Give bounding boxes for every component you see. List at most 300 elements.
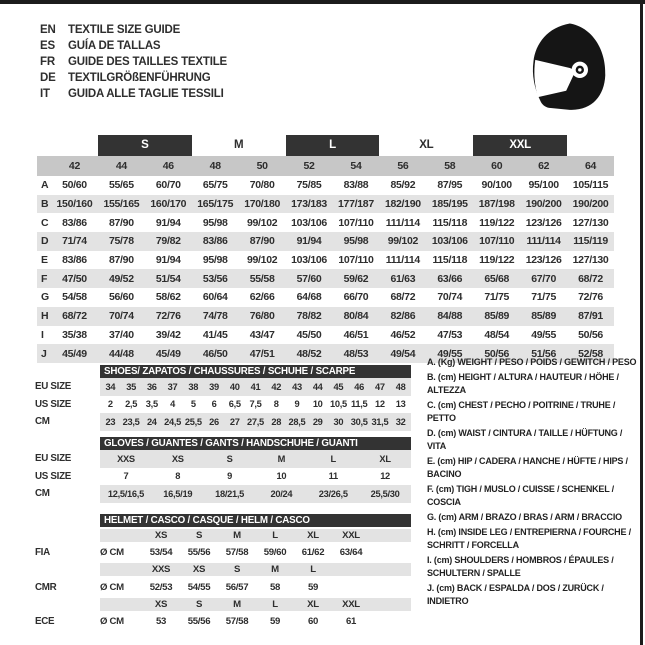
size-value: 78/82 bbox=[296, 310, 322, 323]
helmet-sizes bbox=[100, 563, 411, 576]
size-value: 18/21,5 bbox=[215, 488, 245, 499]
helmet-sizes bbox=[100, 529, 411, 542]
row-label: US SIZE bbox=[35, 398, 72, 410]
size-value: 48 bbox=[395, 381, 406, 392]
size-value: 65/75 bbox=[202, 179, 228, 192]
helmet-size-label: XL bbox=[307, 529, 319, 541]
size-value: 9 bbox=[294, 399, 300, 410]
size-value: 36 bbox=[146, 381, 157, 392]
size-value: 182/190 bbox=[384, 198, 421, 211]
size-value: 7 bbox=[123, 471, 129, 482]
size-value: 71/75 bbox=[484, 291, 510, 304]
size-value: 83/86 bbox=[62, 216, 87, 229]
language-name: GUIDA ALLE TAGLIE TESSILI bbox=[68, 88, 224, 100]
racing-helmet-icon bbox=[522, 18, 614, 118]
helmet-size-label: XS bbox=[192, 564, 206, 576]
row-label: CM bbox=[35, 416, 50, 428]
size-value: 123/126 bbox=[525, 254, 562, 267]
size-value: 52/58 bbox=[578, 347, 603, 360]
size-value: 103/106 bbox=[291, 254, 327, 267]
size-group-xl: XL bbox=[419, 139, 434, 151]
size-value: 103/106 bbox=[291, 216, 327, 229]
helmet-size-label: XS bbox=[154, 529, 168, 541]
size-value: 170/180 bbox=[244, 198, 281, 211]
size-value: 47 bbox=[375, 381, 385, 392]
size-value: 24,5 bbox=[164, 416, 181, 427]
size-value: 46/52 bbox=[390, 328, 416, 341]
language-name: TEXTILGRÖßENFÜHRUNG bbox=[68, 72, 211, 84]
size-value: 27,5 bbox=[247, 416, 264, 427]
language-name: GUIDE DES TAILLES TEXTILE bbox=[68, 56, 227, 68]
size-value: 41 bbox=[250, 381, 261, 392]
size-value: 87/90 bbox=[108, 254, 134, 267]
size-value: 31,5 bbox=[371, 416, 389, 427]
row-label: E bbox=[41, 254, 48, 267]
size-value: 29 bbox=[312, 416, 323, 427]
size-number-header-row bbox=[37, 156, 614, 176]
size-value: 64/68 bbox=[296, 291, 322, 304]
size-value: 23,5 bbox=[122, 416, 140, 427]
size-value: 83/86 bbox=[62, 254, 87, 267]
helmet-size-label: L bbox=[310, 564, 316, 576]
size-value: 45/49 bbox=[62, 347, 87, 360]
language-code: EN bbox=[40, 24, 56, 36]
helmet-size-label: M bbox=[233, 598, 241, 610]
size-value: 95/98 bbox=[202, 254, 228, 267]
size-column-header: 64 bbox=[584, 160, 597, 172]
language-legend bbox=[40, 22, 227, 102]
size-column-header: 44 bbox=[115, 160, 127, 172]
shoes-size-section bbox=[35, 365, 411, 431]
size-value: 39 bbox=[209, 381, 219, 392]
size-value: 45 bbox=[333, 381, 344, 392]
size-value: 165/175 bbox=[197, 198, 234, 211]
size-value: 46 bbox=[354, 381, 365, 392]
size-value: 115/118 bbox=[432, 254, 468, 267]
size-value: 50/56 bbox=[578, 328, 603, 341]
helmet-size-value: 52/53 bbox=[149, 581, 173, 593]
size-group-m: M bbox=[234, 139, 244, 151]
helmet-size-label: XL bbox=[307, 598, 319, 610]
size-value: 12 bbox=[380, 471, 390, 482]
size-value: 99/102 bbox=[246, 254, 278, 267]
row-label: J bbox=[41, 347, 47, 360]
size-value: 187/198 bbox=[478, 198, 515, 211]
size-value: 10,5 bbox=[329, 399, 347, 410]
measurement-row-e bbox=[37, 251, 614, 270]
size-value: 3,5 bbox=[145, 399, 158, 410]
helmet-standard-row-fia bbox=[35, 544, 411, 562]
helmet-size-header-row bbox=[35, 527, 411, 544]
size-value: 63/66 bbox=[437, 272, 463, 285]
size-value: 30 bbox=[333, 416, 344, 427]
row-label: EU SIZE bbox=[35, 381, 72, 393]
helmet-size-label: S bbox=[233, 564, 241, 576]
helmet-size-label: XS bbox=[154, 598, 168, 610]
helmet-size-label: M bbox=[233, 529, 241, 541]
row-label: G bbox=[41, 291, 49, 304]
size-value: 105/115 bbox=[572, 179, 609, 192]
size-value: 79/82 bbox=[155, 235, 181, 248]
size-value: 107/110 bbox=[479, 235, 515, 248]
size-value: 190/200 bbox=[525, 198, 562, 211]
size-value: 83/88 bbox=[343, 179, 369, 192]
size-value: 85/92 bbox=[390, 179, 416, 192]
size-value: 62/66 bbox=[249, 291, 275, 304]
size-row-us-size bbox=[35, 468, 411, 486]
size-value: 107/110 bbox=[338, 254, 374, 267]
size-value: 53/56 bbox=[202, 272, 228, 285]
legend-item: J. (cm) BACK / ESPALDA / DOS / ZURÜCK / INDIETRO bbox=[427, 582, 604, 606]
legend-item: E. (cm) HIP / CADERA / HANCHE / HÜFTE / HIPS / BACINO bbox=[427, 455, 628, 479]
size-value: 51/54 bbox=[155, 272, 181, 285]
measurement-row-i bbox=[37, 326, 614, 345]
size-value: 39/42 bbox=[155, 328, 181, 341]
helmet-size-value: 57/58 bbox=[225, 547, 249, 558]
size-value: M bbox=[277, 453, 286, 464]
size-value: 123/126 bbox=[525, 216, 562, 229]
size-value: XXS bbox=[117, 453, 135, 464]
size-column-header: 42 bbox=[68, 160, 80, 172]
size-column-header: 62 bbox=[538, 160, 550, 172]
legend-item: D. (cm) WAIST / CINTURA / TAILLE / HÜFTUNG / VITA bbox=[427, 427, 623, 451]
language-row bbox=[40, 54, 227, 70]
size-value: 2,5 bbox=[125, 399, 138, 410]
size-value: 45/50 bbox=[296, 328, 322, 341]
size-value: 91/94 bbox=[155, 254, 181, 267]
helmet-size-section bbox=[35, 514, 411, 631]
language-code: ES bbox=[40, 40, 55, 52]
size-value: 119/122 bbox=[479, 254, 515, 267]
helmet-size-value: 57/58 bbox=[225, 616, 249, 627]
size-value: 10 bbox=[312, 399, 323, 410]
row-values bbox=[100, 378, 411, 396]
size-value: 103/106 bbox=[431, 235, 468, 248]
size-column-header: 58 bbox=[444, 160, 456, 172]
size-value: 99/102 bbox=[387, 235, 419, 248]
size-value: 47/51 bbox=[249, 347, 275, 360]
size-value: 16,5/19 bbox=[163, 488, 193, 499]
row-label: I bbox=[41, 328, 44, 341]
size-row-cm bbox=[35, 413, 411, 431]
size-value: 87/90 bbox=[249, 235, 275, 248]
helmet-size-value: 56/57 bbox=[225, 581, 249, 593]
legend-item: G. (cm) ARM / BRAZO / BRAS / ARM / BRACCIO bbox=[427, 511, 622, 522]
size-value: XL bbox=[379, 453, 391, 464]
size-value: 160/170 bbox=[150, 198, 187, 211]
size-value: 75/78 bbox=[108, 235, 134, 248]
size-value: 60/70 bbox=[155, 179, 181, 192]
size-value: 74/78 bbox=[202, 310, 228, 323]
size-value: 30,5 bbox=[350, 416, 368, 427]
size-value: 107/110 bbox=[338, 216, 374, 229]
size-value: 48/54 bbox=[484, 328, 510, 341]
helmet-size-value: 61/62 bbox=[301, 547, 325, 558]
size-column-header: 56 bbox=[397, 160, 409, 172]
size-value: 155/165 bbox=[103, 198, 140, 211]
size-value: 42 bbox=[271, 381, 282, 392]
helmet-size-value: 53/54 bbox=[149, 547, 173, 558]
size-row-cm bbox=[35, 485, 411, 503]
size-row-us-size bbox=[35, 396, 411, 414]
helmet-size-value: 58 bbox=[269, 581, 281, 593]
size-value: 12,5/16,5 bbox=[107, 488, 144, 499]
helmet-standard-row-ece bbox=[35, 613, 411, 631]
size-value: XS bbox=[171, 453, 184, 464]
size-value: 115/119 bbox=[573, 235, 608, 248]
row-values bbox=[100, 413, 411, 431]
size-value: 61/63 bbox=[390, 272, 416, 285]
size-value: 87/90 bbox=[108, 216, 134, 229]
size-value: 6 bbox=[211, 399, 217, 410]
size-value: 49/54 bbox=[390, 347, 416, 360]
size-group-header-row bbox=[37, 135, 614, 156]
top-border-line bbox=[0, 0, 645, 4]
helmet-size-value: 59 bbox=[307, 581, 319, 593]
helmet-values bbox=[100, 578, 411, 596]
size-value: 48/53 bbox=[343, 347, 369, 360]
size-column-header: 46 bbox=[162, 160, 174, 172]
size-value: 7,5 bbox=[249, 399, 262, 410]
diameter-unit-label: Ø CM bbox=[100, 581, 124, 593]
gloves-section-title: GLOVES / GUANTES / GANTS / HANDSCHUHE / GUANTI bbox=[100, 437, 411, 450]
helmet-size-value: 55/56 bbox=[187, 547, 211, 558]
size-value: 43 bbox=[292, 381, 302, 392]
size-value: 23/26,5 bbox=[318, 488, 348, 499]
language-code: IT bbox=[40, 88, 50, 100]
size-value: 25,5 bbox=[184, 416, 202, 427]
size-value: 68/72 bbox=[578, 272, 603, 285]
measurement-row-g bbox=[37, 288, 614, 307]
language-row bbox=[40, 38, 227, 54]
size-value: 85/89 bbox=[484, 310, 510, 323]
size-value: 85/89 bbox=[531, 310, 556, 323]
size-value: 60/64 bbox=[202, 291, 228, 304]
gloves-size-section bbox=[35, 437, 411, 503]
size-value: 99/102 bbox=[246, 216, 278, 229]
row-label: D bbox=[41, 235, 49, 248]
size-value: 8 bbox=[273, 399, 279, 410]
size-group-l: L bbox=[286, 135, 380, 156]
row-label: US SIZE bbox=[35, 470, 72, 482]
size-value: 43/47 bbox=[249, 328, 275, 341]
shoes-section-title: SHOES/ ZAPATOS / CHAUSSURES / SCHUHE / SCARPE bbox=[100, 365, 411, 378]
row-values bbox=[100, 450, 411, 468]
helmet-size-header-row bbox=[35, 596, 411, 613]
helmet-size-value: 54/55 bbox=[187, 581, 211, 593]
size-value: 68/72 bbox=[62, 310, 87, 323]
size-value: 91/94 bbox=[296, 235, 322, 248]
helmet-size-label: L bbox=[272, 529, 278, 541]
size-value: 20/24 bbox=[270, 488, 293, 499]
size-value: 71/75 bbox=[531, 291, 556, 304]
helmet-size-value: 61 bbox=[345, 616, 357, 627]
size-value: 111/114 bbox=[526, 235, 561, 248]
size-value: S bbox=[226, 453, 233, 464]
helmet-section-title: HELMET / CASCO / CASQUE / HELM / CASCO bbox=[100, 514, 411, 527]
size-value: 35/38 bbox=[62, 328, 87, 341]
size-value: 49/55 bbox=[531, 328, 556, 341]
language-code: FR bbox=[40, 56, 55, 68]
helmet-values bbox=[100, 613, 411, 631]
size-value: 70/80 bbox=[249, 179, 275, 192]
size-value: 28,5 bbox=[288, 416, 306, 427]
size-value: 95/98 bbox=[202, 216, 228, 229]
legend-item: B. (cm) HEIGHT / ALTURA / HAUTEUR / HÖHE / ALTEZZA bbox=[427, 371, 619, 395]
size-value: 5 bbox=[190, 399, 196, 410]
helmet-size-label: XXS bbox=[151, 564, 171, 576]
measurement-row-f bbox=[37, 269, 614, 288]
size-value: L bbox=[330, 453, 336, 464]
size-value: 87/95 bbox=[437, 179, 463, 192]
size-value: 76/80 bbox=[249, 310, 275, 323]
size-value: 44/48 bbox=[108, 347, 134, 360]
legend-item: F. (cm) TIGH / MUSLO / CUISSE / SCHENKEL / COSCIA bbox=[427, 483, 614, 507]
size-value: 46/51 bbox=[343, 328, 369, 341]
size-column-header: 60 bbox=[491, 160, 503, 172]
size-value: 47/53 bbox=[437, 328, 463, 341]
size-value: 37 bbox=[167, 381, 178, 392]
row-label: EU SIZE bbox=[35, 453, 72, 465]
size-value: 40 bbox=[229, 381, 240, 392]
size-value: 127/130 bbox=[572, 216, 609, 229]
helmet-size-value: 59/60 bbox=[263, 547, 287, 558]
size-value: 35 bbox=[126, 381, 136, 392]
size-value: 45/49 bbox=[155, 347, 181, 360]
legend-item: H. (cm) INSIDE LEG / ENTREPIERNA / FOURCHE / SCHRITT / FORCELLA bbox=[427, 526, 631, 550]
measurement-legend bbox=[427, 356, 641, 610]
size-value: 58/62 bbox=[155, 291, 181, 304]
helmet-size-label: XXL bbox=[342, 598, 360, 610]
size-value: 11 bbox=[328, 471, 338, 482]
textile-size-table bbox=[37, 135, 614, 363]
size-value: 54/58 bbox=[62, 291, 87, 304]
size-value: 49/55 bbox=[437, 347, 463, 360]
size-value: 90/100 bbox=[481, 179, 512, 192]
size-value: 9 bbox=[227, 471, 232, 482]
size-value: 83/86 bbox=[202, 235, 228, 248]
size-value: 48/52 bbox=[296, 347, 322, 360]
helmet-size-value: 55/56 bbox=[187, 616, 211, 627]
size-value: 59/62 bbox=[343, 272, 369, 285]
size-value: 23 bbox=[105, 416, 116, 427]
size-value: 12 bbox=[375, 399, 385, 410]
size-value: 95/100 bbox=[528, 179, 559, 192]
size-value: 8 bbox=[175, 471, 181, 482]
row-label: CM bbox=[35, 488, 50, 500]
size-value: 115/118 bbox=[432, 216, 468, 229]
size-value: 51/56 bbox=[531, 347, 556, 360]
size-value: 65/68 bbox=[484, 272, 510, 285]
size-value: 72/76 bbox=[155, 310, 181, 323]
helmet-standard-row-cmr bbox=[35, 578, 411, 596]
size-row-eu-size bbox=[35, 450, 411, 468]
size-value: 24 bbox=[146, 416, 157, 427]
size-value: 57/60 bbox=[296, 272, 322, 285]
helmet-size-label: S bbox=[195, 598, 203, 610]
helmet-size-value: 53 bbox=[155, 616, 167, 627]
size-value: 10 bbox=[276, 471, 287, 482]
legend-item: C. (cm) CHEST / PECHO / POITRINE / TRUHE / PETTO bbox=[427, 399, 616, 423]
row-label: F bbox=[41, 272, 48, 285]
language-name: GUÍA DE TALLAS bbox=[68, 40, 161, 52]
measurement-row-a bbox=[37, 176, 614, 195]
row-label: H bbox=[41, 310, 49, 323]
row-label: A bbox=[41, 179, 49, 192]
helmet-sizes bbox=[100, 598, 411, 611]
size-value: 46/50 bbox=[202, 347, 228, 360]
standard-label: ECE bbox=[35, 616, 55, 627]
helmet-size-label: XXL bbox=[342, 529, 360, 541]
size-value: 6,5 bbox=[228, 399, 241, 410]
language-row bbox=[40, 70, 227, 86]
row-label: C bbox=[41, 216, 49, 229]
size-value: 71/74 bbox=[62, 235, 87, 248]
size-column-header: 52 bbox=[303, 160, 315, 172]
size-value: 37/40 bbox=[108, 328, 134, 341]
size-value: 25,5/30 bbox=[370, 488, 400, 499]
size-value: 111/114 bbox=[385, 254, 420, 267]
size-value: 190/200 bbox=[572, 198, 609, 211]
size-value: 55/65 bbox=[108, 179, 134, 192]
size-value: 66/70 bbox=[343, 291, 369, 304]
size-value: 27 bbox=[229, 416, 240, 427]
helmet-size-value: 59 bbox=[269, 616, 281, 627]
size-column-header: 54 bbox=[350, 160, 362, 172]
size-value: 47/50 bbox=[62, 272, 87, 285]
helmet-values bbox=[100, 544, 411, 562]
row-label: B bbox=[41, 198, 49, 211]
measurement-row-c bbox=[37, 213, 614, 232]
size-value: 50/56 bbox=[484, 347, 510, 360]
helmet-size-value: 63/64 bbox=[339, 547, 363, 558]
legend-item: A. (Kg) WEIGHT / PESO / POIDS / GEWITCH / PESO bbox=[427, 357, 637, 367]
size-value: 72/76 bbox=[578, 291, 603, 304]
helmet-size-label: L bbox=[272, 598, 278, 610]
measurement-row-b bbox=[37, 195, 614, 214]
size-value: 2 bbox=[107, 399, 113, 410]
size-column-header: 50 bbox=[256, 160, 268, 172]
size-value: 185/195 bbox=[431, 198, 468, 211]
size-value: 67/70 bbox=[531, 272, 556, 285]
size-value: 95/98 bbox=[343, 235, 369, 248]
size-value: 87/91 bbox=[578, 310, 603, 323]
measurement-row-d bbox=[37, 232, 614, 251]
size-value: 127/130 bbox=[572, 254, 609, 267]
size-value: 34 bbox=[105, 381, 116, 392]
size-value: 68/72 bbox=[390, 291, 416, 304]
size-value: 173/183 bbox=[291, 198, 327, 211]
size-value: 4 bbox=[170, 399, 175, 410]
size-value: 119/122 bbox=[479, 216, 515, 229]
helmet-size-value: 60 bbox=[307, 616, 319, 627]
size-value: 49/52 bbox=[108, 272, 134, 285]
size-group-xxl: XXL bbox=[473, 135, 567, 156]
row-values bbox=[100, 468, 411, 486]
standard-label: FIA bbox=[35, 547, 50, 558]
size-value: 26 bbox=[209, 416, 219, 427]
size-value: 38 bbox=[188, 381, 199, 392]
size-group-s: S bbox=[98, 135, 192, 156]
size-value: 44 bbox=[312, 381, 323, 392]
size-value: 70/74 bbox=[437, 291, 463, 304]
size-value: 177/187 bbox=[338, 198, 374, 211]
size-value: 56/60 bbox=[108, 291, 134, 304]
size-value: 80/84 bbox=[343, 310, 369, 323]
size-value: 11,5 bbox=[350, 399, 368, 410]
size-row-eu-size bbox=[35, 378, 411, 396]
helmet-size-label: S bbox=[195, 529, 203, 541]
